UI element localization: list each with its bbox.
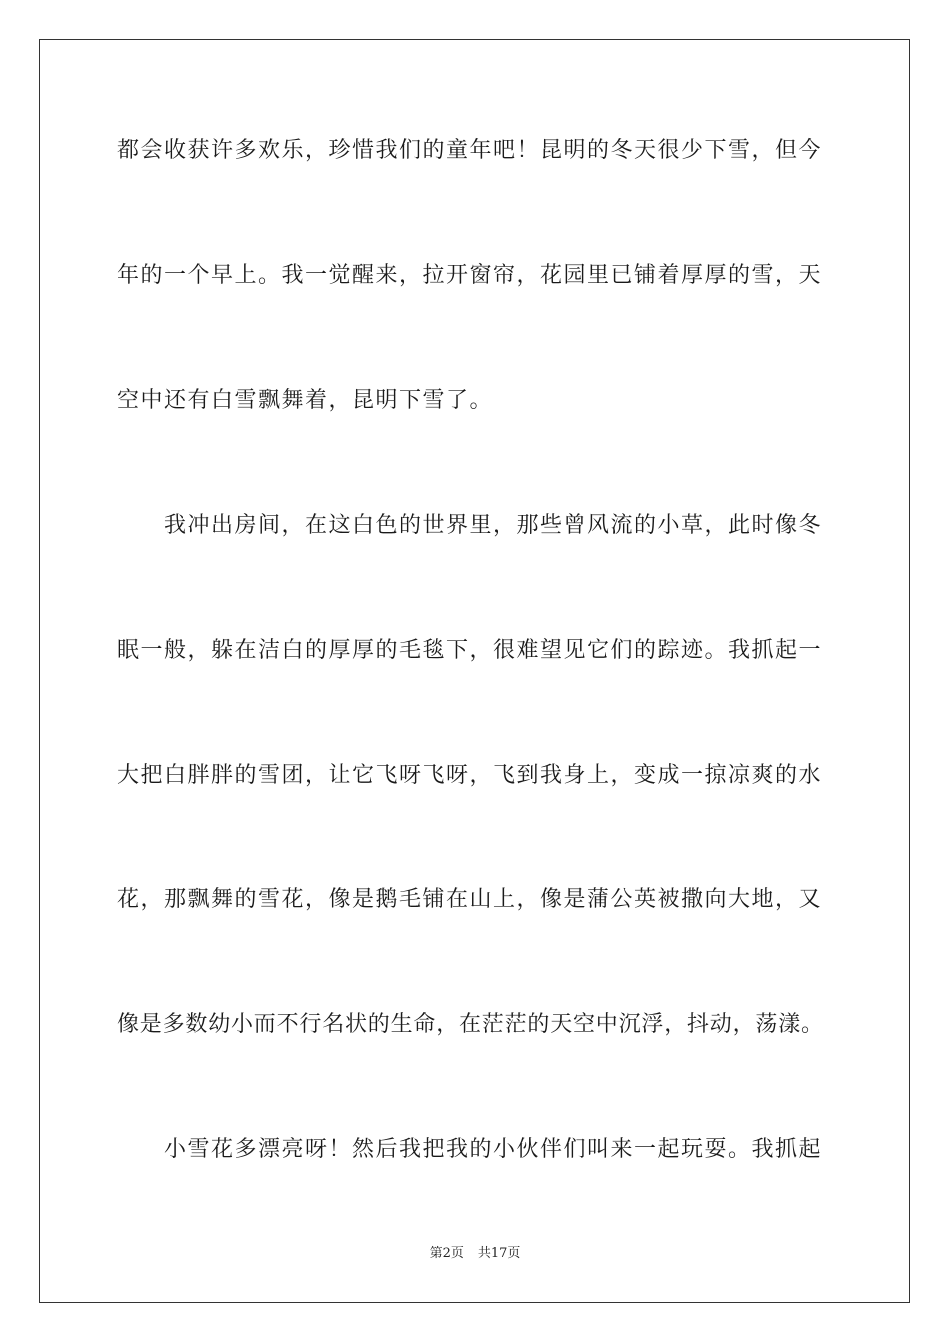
page-number: 第2页 [429,1246,464,1261]
text-line: 大把白胖胖的雪团，让它飞呀飞呀，飞到我身上，变成一掠凉爽的水 [117,763,823,788]
page-total: 共17页 [477,1246,521,1261]
page-footer [0,1245,950,1263]
text-line: 眠一般，躲在洁白的厚厚的毛毯下，很难望见它们的踪迹。我抓起一 [117,638,823,663]
text-line: 年的一个早上。我一觉醒来，拉开窗帘，花园里已铺着厚厚的雪，天 [117,263,823,288]
text-line: 都会收获许多欢乐，珍惜我们的童年吧！昆明的冬天很少下雪，但今 [117,138,823,163]
page-border [39,39,910,1303]
text-line: 像是多数幼小而不行名状的生命，在茫茫的天空中沉浮，抖动，荡漾。 [117,1012,824,1037]
text-line: 花，那飘舞的雪花，像是鹅毛铺在山上，像是蒲公英被撒向大地，又 [117,887,823,912]
text-line: 空中还有白雪飘舞着，昆明下雪了。 [117,388,494,413]
paragraph-start-line: 小雪花多漂亮呀！然后我把我的小伙伴们叫来一起玩耍。我抓起 [164,1137,823,1162]
paragraph-start-line: 我冲出房间，在这白色的世界里，那些曾风流的小草，此时像冬 [164,513,823,538]
